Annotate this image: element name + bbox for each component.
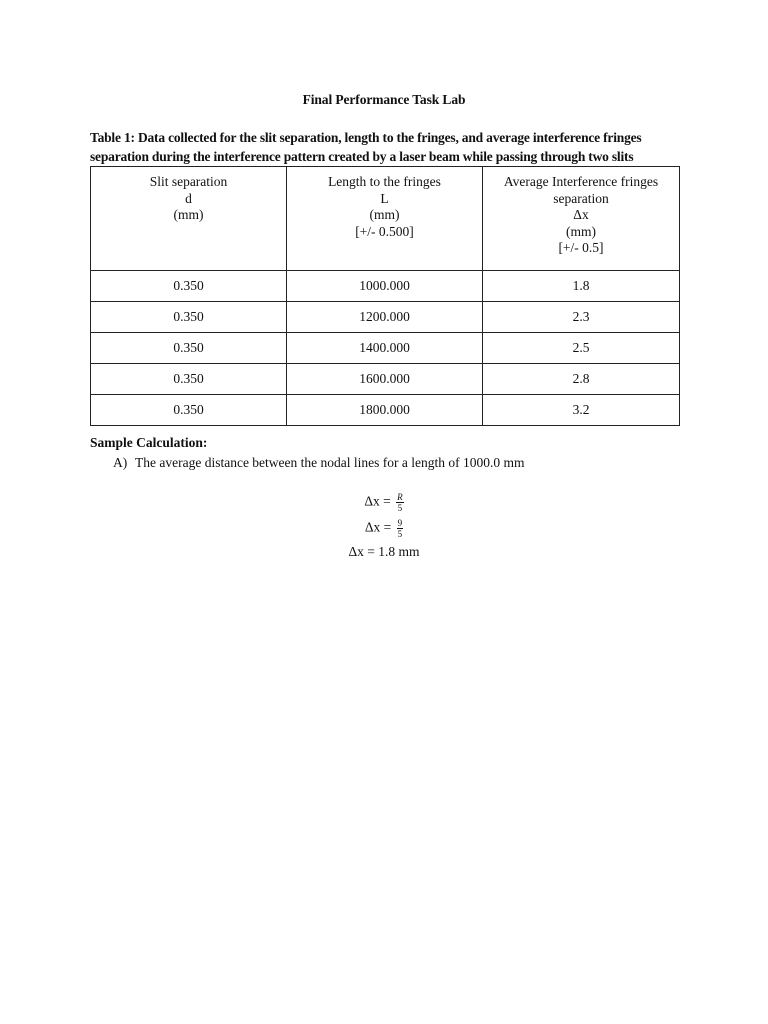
sample-list-item [113, 455, 525, 471]
equation-lhs: Δx = [364, 493, 391, 509]
cell-length: 1200.000 [287, 302, 483, 333]
table-row [91, 395, 680, 426]
table-row [91, 271, 680, 302]
header-line: (mm) [566, 223, 596, 239]
fraction-numerator: R [397, 492, 403, 502]
table-caption: Table 1: Data collected for the slit separation, length to the fringes, and average interference fringes separation during the interference pattern created by a laser beam while passing through two slits [90, 130, 642, 164]
header-line: [+/- 0.5] [558, 240, 604, 255]
header-line: Length to the fringes [328, 174, 441, 189]
cell-length: 1600.000 [287, 364, 483, 395]
equation-2 [0, 518, 768, 539]
cell-fringe-separation: 1.8 [483, 271, 680, 302]
cell-length: 1000.000 [287, 271, 483, 302]
cell-fringe-separation: 2.8 [483, 364, 680, 395]
header-length-to-fringes [287, 167, 483, 271]
header-fringe-separation [483, 167, 680, 271]
equation-lhs: Δx = [364, 519, 392, 535]
fraction-denominator: 5 [397, 529, 403, 539]
cell-slit-separation: 0.350 [91, 364, 287, 395]
header-line: Average Interference fringes [503, 174, 659, 189]
table-header-row [91, 167, 680, 271]
fraction-denominator: 5 [397, 503, 403, 513]
cell-slit-separation: 0.350 [91, 271, 287, 302]
header-line: (mm) [369, 207, 400, 222]
list-marker: A) [113, 455, 128, 470]
cell-fringe-separation: 2.3 [483, 302, 680, 333]
cell-fringe-separation: 2.5 [483, 333, 680, 364]
header-line: separation [553, 190, 609, 206]
cell-length: 1800.000 [287, 395, 483, 426]
header-line: [+/- 0.500] [355, 223, 414, 239]
table-row [91, 302, 680, 333]
list-item-text: The average distance between the nodal lines for a length of 1000.0 mm [135, 455, 525, 470]
table-row [91, 333, 680, 364]
equation-3: Δx = 1.8 mm [348, 544, 420, 559]
table-row [91, 364, 680, 395]
fraction [397, 518, 404, 539]
cell-fringe-separation: 3.2 [483, 395, 680, 426]
fraction-numerator: 9 [397, 518, 403, 528]
sample-calculation-heading: Sample Calculation: [90, 435, 208, 450]
document-title: Final Performance Task Lab [302, 92, 466, 107]
header-line: (mm) [173, 207, 204, 222]
cell-length: 1400.000 [287, 333, 483, 364]
header-line: L [380, 190, 389, 206]
header-slit-separation [91, 167, 287, 271]
header-line: Slit separation [149, 174, 228, 189]
fraction [396, 492, 404, 513]
data-table [90, 166, 680, 426]
header-line: Δx [573, 207, 589, 222]
cell-slit-separation: 0.350 [91, 333, 287, 364]
equation-1 [0, 492, 768, 513]
cell-slit-separation: 0.350 [91, 302, 287, 333]
cell-slit-separation: 0.350 [91, 395, 287, 426]
header-line: d [185, 190, 192, 206]
